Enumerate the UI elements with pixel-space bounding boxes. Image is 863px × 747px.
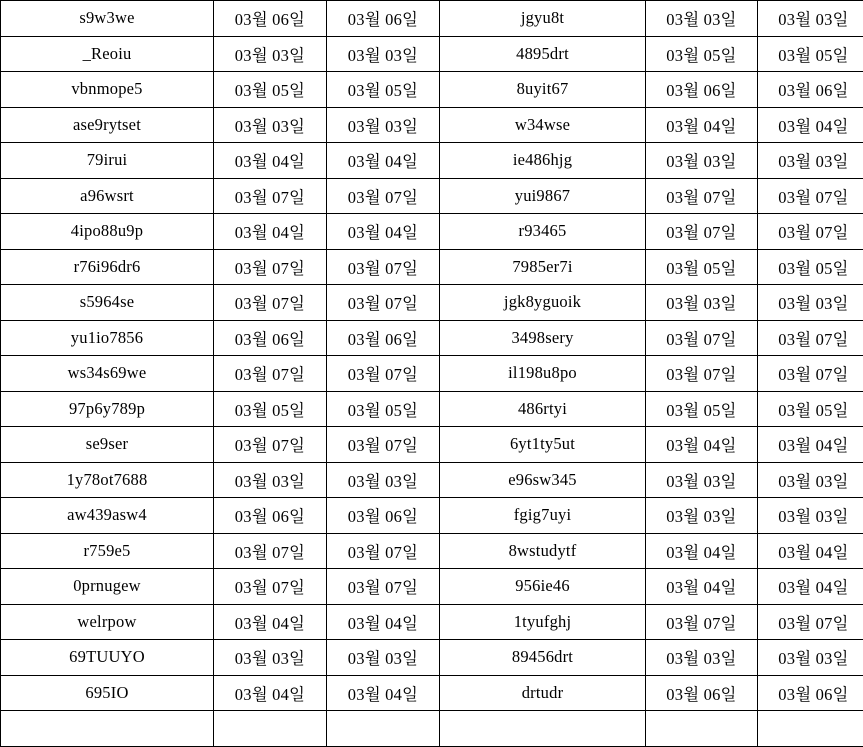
table-cell: 03월 03일 xyxy=(327,462,440,498)
table-cell: 97p6y789p xyxy=(1,391,214,427)
table-cell: 03월 07일 xyxy=(327,427,440,463)
table-cell: 03월 04일 xyxy=(214,143,327,179)
table-cell: jgyu8t xyxy=(440,1,646,37)
table-cell: 03월 04일 xyxy=(327,214,440,250)
table-cell: ie486hjg xyxy=(440,143,646,179)
table-cell: 03월 06일 xyxy=(214,320,327,356)
table-cell: 03월 06일 xyxy=(327,498,440,534)
table-cell: 6yt1ty5ut xyxy=(440,427,646,463)
table-cell: 03월 04일 xyxy=(758,569,863,605)
table-cell: 03월 07일 xyxy=(214,569,327,605)
table-cell: 03월 06일 xyxy=(327,320,440,356)
table-cell: 03월 04일 xyxy=(646,569,758,605)
table-row xyxy=(1,178,863,214)
table-row xyxy=(1,533,863,569)
table-cell: 03월 05일 xyxy=(646,391,758,427)
table-row xyxy=(1,72,863,108)
table-cell: 03월 06일 xyxy=(646,675,758,711)
table-row xyxy=(1,249,863,285)
table-cell: 03월 07일 xyxy=(327,285,440,321)
table-cell: 03월 07일 xyxy=(646,604,758,640)
table-row xyxy=(1,427,863,463)
table-row xyxy=(1,711,863,747)
table-cell: 03월 04일 xyxy=(214,604,327,640)
table-cell: 03월 04일 xyxy=(646,107,758,143)
table-row xyxy=(1,143,863,179)
table-cell: 03월 05일 xyxy=(327,391,440,427)
table-cell: welrpow xyxy=(1,604,214,640)
table-cell: r76i96dr6 xyxy=(1,249,214,285)
table-cell: 1y78ot7688 xyxy=(1,462,214,498)
table-row xyxy=(1,498,863,534)
table-cell: 8uyit67 xyxy=(440,72,646,108)
table-cell: 03월 05일 xyxy=(327,72,440,108)
table-cell: 03월 03일 xyxy=(327,36,440,72)
table-cell: 03월 04일 xyxy=(327,675,440,711)
table-cell: 7985er7i xyxy=(440,249,646,285)
table-row xyxy=(1,1,863,37)
table-cell: 03월 06일 xyxy=(214,1,327,37)
table-row xyxy=(1,640,863,676)
table-cell: 03월 03일 xyxy=(646,640,758,676)
table-cell: 03월 04일 xyxy=(758,533,863,569)
table-cell: 03월 04일 xyxy=(646,533,758,569)
table-row xyxy=(1,214,863,250)
table-cell: 3498sery xyxy=(440,320,646,356)
table-cell: 03월 07일 xyxy=(327,356,440,392)
table-cell: 03월 03일 xyxy=(646,462,758,498)
table-cell: 03월 05일 xyxy=(758,391,863,427)
table-cell: 8wstudytf xyxy=(440,533,646,569)
table-cell: r93465 xyxy=(440,214,646,250)
table-cell xyxy=(1,711,214,747)
table-cell: 03월 07일 xyxy=(214,285,327,321)
table-cell: w34wse xyxy=(440,107,646,143)
table-cell: jgk8yguoik xyxy=(440,285,646,321)
table-cell: 03월 07일 xyxy=(646,214,758,250)
table-cell: 03월 07일 xyxy=(646,178,758,214)
table-row xyxy=(1,356,863,392)
table-cell: 03월 03일 xyxy=(646,498,758,534)
table-cell: e96sw345 xyxy=(440,462,646,498)
table-cell: 03월 05일 xyxy=(646,249,758,285)
table-cell: 03월 07일 xyxy=(758,356,863,392)
table-row xyxy=(1,391,863,427)
table-cell xyxy=(440,711,646,747)
table-cell: yui9867 xyxy=(440,178,646,214)
table-cell: 03월 03일 xyxy=(646,143,758,179)
table-cell: s5964se xyxy=(1,285,214,321)
table-cell: il198u8po xyxy=(440,356,646,392)
table-cell: 03월 04일 xyxy=(327,143,440,179)
table-cell: 4895drt xyxy=(440,36,646,72)
table-cell: _Reoiu xyxy=(1,36,214,72)
table-cell: fgig7uyi xyxy=(440,498,646,534)
table-cell: 03월 07일 xyxy=(758,214,863,250)
table-row xyxy=(1,36,863,72)
table-cell: 03월 04일 xyxy=(214,675,327,711)
table-row xyxy=(1,107,863,143)
table-cell: 03월 03일 xyxy=(758,1,863,37)
table-cell xyxy=(758,711,863,747)
table-cell xyxy=(214,711,327,747)
table-cell: 03월 03일 xyxy=(214,36,327,72)
table-cell: 03월 04일 xyxy=(214,214,327,250)
table-row xyxy=(1,285,863,321)
table-cell xyxy=(646,711,758,747)
table-cell: 03월 07일 xyxy=(214,356,327,392)
table-cell: 03월 07일 xyxy=(327,533,440,569)
table-cell: 03월 03일 xyxy=(758,640,863,676)
table-cell: 03월 04일 xyxy=(646,427,758,463)
table-body xyxy=(1,1,863,747)
table-cell: 03월 04일 xyxy=(758,107,863,143)
table-cell: 4ipo88u9p xyxy=(1,214,214,250)
table-row xyxy=(1,320,863,356)
table-row xyxy=(1,462,863,498)
table-cell: 03월 03일 xyxy=(758,498,863,534)
table-cell: 69TUUYO xyxy=(1,640,214,676)
table-cell: 03월 07일 xyxy=(327,249,440,285)
table-cell: 79irui xyxy=(1,143,214,179)
table-cell: 03월 06일 xyxy=(758,72,863,108)
table-cell: 03월 07일 xyxy=(214,427,327,463)
table-cell: 03월 03일 xyxy=(758,462,863,498)
table-cell: 03월 07일 xyxy=(646,356,758,392)
table-cell: 03월 07일 xyxy=(214,249,327,285)
table-cell: 03월 06일 xyxy=(327,1,440,37)
table-cell: 03월 04일 xyxy=(327,604,440,640)
table-cell: 03월 03일 xyxy=(327,107,440,143)
table-cell: 03월 06일 xyxy=(214,498,327,534)
table-cell: 03월 07일 xyxy=(758,320,863,356)
table-row xyxy=(1,675,863,711)
table-cell: 956ie46 xyxy=(440,569,646,605)
table-cell: 03월 03일 xyxy=(646,285,758,321)
table-cell: 03월 03일 xyxy=(646,1,758,37)
table-cell: yu1io7856 xyxy=(1,320,214,356)
table-cell: 03월 03일 xyxy=(214,640,327,676)
table-cell xyxy=(327,711,440,747)
table-cell: 03월 03일 xyxy=(758,143,863,179)
table-cell: vbnmope5 xyxy=(1,72,214,108)
table-cell: 03월 07일 xyxy=(214,533,327,569)
table-cell: 03월 07일 xyxy=(327,569,440,605)
table-cell: 695IO xyxy=(1,675,214,711)
table-cell: 03월 05일 xyxy=(214,391,327,427)
table-cell: r759e5 xyxy=(1,533,214,569)
table-cell: a96wsrt xyxy=(1,178,214,214)
table-cell: 03월 03일 xyxy=(214,462,327,498)
table-cell: drtudr xyxy=(440,675,646,711)
table-cell: 03월 07일 xyxy=(758,178,863,214)
table-cell: se9ser xyxy=(1,427,214,463)
table-cell: 89456drt xyxy=(440,640,646,676)
table-cell: 03월 07일 xyxy=(214,178,327,214)
table-cell: 0prnugew xyxy=(1,569,214,605)
table-cell: s9w3we xyxy=(1,1,214,37)
table-cell: ws34s69we xyxy=(1,356,214,392)
table-cell: 03월 06일 xyxy=(758,675,863,711)
table-row xyxy=(1,569,863,605)
table-cell: 03월 07일 xyxy=(327,178,440,214)
table-cell: ase9rytset xyxy=(1,107,214,143)
table-cell: 03월 04일 xyxy=(758,427,863,463)
table-cell: 03월 05일 xyxy=(646,36,758,72)
table-cell: 03월 05일 xyxy=(758,36,863,72)
table-cell: 03월 05일 xyxy=(758,249,863,285)
table-row xyxy=(1,604,863,640)
table-cell: 03월 06일 xyxy=(646,72,758,108)
table-cell: 03월 07일 xyxy=(758,604,863,640)
table-cell: 03월 03일 xyxy=(758,285,863,321)
table-cell: 03월 03일 xyxy=(327,640,440,676)
table-cell: 03월 05일 xyxy=(214,72,327,108)
table-cell: 1tyufghj xyxy=(440,604,646,640)
table-cell: 486rtyi xyxy=(440,391,646,427)
table-cell: aw439asw4 xyxy=(1,498,214,534)
table-cell: 03월 07일 xyxy=(646,320,758,356)
table-cell: 03월 03일 xyxy=(214,107,327,143)
